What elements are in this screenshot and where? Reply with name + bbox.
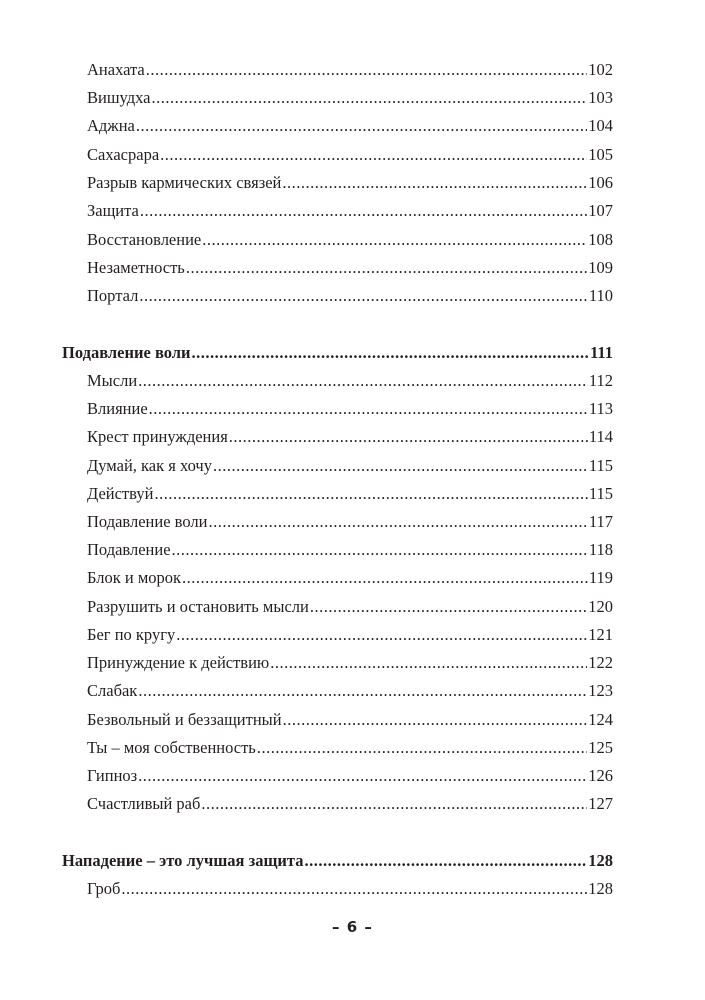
toc-entry-page: 109 — [588, 258, 613, 277]
toc-entry-page: 112 — [588, 371, 613, 390]
dot-leader — [154, 484, 587, 504]
dot-leader — [138, 371, 588, 391]
toc-entry — [87, 60, 613, 80]
toc-entry-title: Думай, как я хочу — [87, 456, 212, 475]
toc-entry — [87, 230, 613, 250]
toc-entry — [87, 116, 613, 136]
toc-entry-page: 125 — [588, 738, 613, 757]
toc-entry — [87, 286, 613, 306]
toc-entry-page: 128 — [588, 879, 613, 898]
dot-leader — [208, 512, 587, 532]
toc-entry-title: Аджна — [87, 116, 135, 135]
toc-chapter-page: 128 — [588, 851, 613, 870]
toc-entry — [87, 484, 613, 504]
dot-leader — [282, 173, 587, 193]
dot-leader — [202, 230, 587, 250]
toc-entry-page: 102 — [588, 60, 613, 79]
toc-entry-page: 105 — [588, 145, 613, 164]
dot-leader — [304, 851, 587, 871]
dot-leader — [213, 456, 588, 476]
toc-entry — [87, 540, 613, 560]
toc-entry-page: 106 — [588, 173, 613, 192]
toc-entry-title: Безвольный и беззащитный — [87, 710, 282, 729]
toc-chapter — [62, 851, 613, 871]
toc-entry-page: 110 — [588, 286, 613, 305]
dot-leader — [138, 766, 587, 786]
toc-entry-page: 118 — [588, 540, 613, 559]
toc-chapter-page: 111 — [590, 343, 613, 362]
toc-entry-title: Портал — [87, 286, 139, 305]
dot-leader — [136, 116, 587, 136]
dot-leader — [310, 597, 587, 617]
toc-entry-page: 123 — [588, 681, 613, 700]
toc-entry-page: 103 — [588, 88, 613, 107]
toc-entry — [87, 568, 613, 588]
toc-entry — [87, 201, 613, 221]
toc-entry-title: Крест принуждения — [87, 427, 228, 446]
toc-entry-title: Бег по кругу — [87, 625, 176, 644]
toc-entry — [87, 173, 613, 193]
toc-entry-page: 108 — [588, 230, 613, 249]
dot-leader — [176, 625, 587, 645]
toc-entry-title: Разрушить и остановить мысли — [87, 597, 309, 616]
dot-leader — [192, 343, 590, 363]
toc-entry-page: 127 — [588, 794, 613, 813]
toc-entry — [87, 653, 613, 673]
toc-entry-page: 117 — [588, 512, 613, 531]
toc-entry-title: Действуй — [87, 484, 154, 503]
toc-entry — [87, 258, 613, 278]
dot-leader — [146, 60, 588, 80]
dot-leader — [149, 399, 588, 419]
dot-leader — [257, 738, 587, 758]
dot-leader — [138, 681, 587, 701]
dot-leader — [270, 653, 587, 673]
dot-leader — [229, 427, 588, 447]
toc-chapter-title: Подавление воли — [62, 343, 191, 362]
toc-entry-page: 122 — [588, 653, 613, 672]
toc-entry-title: Анахата — [87, 60, 145, 79]
toc-entry — [87, 681, 613, 701]
toc-entry — [87, 794, 613, 814]
toc-entry — [87, 597, 613, 617]
toc-entry-page: 115 — [588, 456, 613, 475]
dot-leader — [152, 88, 588, 108]
toc-entry-title: Гипноз — [87, 766, 138, 785]
toc-entry — [87, 456, 613, 476]
toc-entry-title: Блок и морок — [87, 568, 182, 587]
page-number: – 6 – — [332, 918, 373, 936]
toc-entry — [87, 399, 613, 419]
toc-entry-page: 107 — [588, 201, 613, 220]
toc-entry-page: 124 — [588, 710, 613, 729]
toc-entry — [87, 625, 613, 645]
toc-entry-title: Счастливый раб — [87, 794, 201, 813]
toc-entry — [87, 427, 613, 447]
toc-entry-page: 113 — [588, 399, 613, 418]
toc-entry-title: Подавление — [87, 540, 171, 559]
toc-chapter — [62, 343, 613, 363]
toc-entry-title: Ты – моя собственность — [87, 738, 256, 757]
toc-entry-page: 104 — [588, 116, 613, 135]
toc-entry — [87, 710, 613, 730]
toc-entry-title: Разрыв кармических связей — [87, 173, 282, 192]
toc-entry-title: Подавление воли — [87, 512, 208, 531]
dot-leader — [283, 710, 588, 730]
dot-leader — [139, 286, 588, 306]
toc-entry-title: Защита — [87, 201, 139, 220]
toc-entry — [87, 766, 613, 786]
toc-entry-title: Вишудха — [87, 88, 151, 107]
toc-entry — [87, 371, 613, 391]
dot-leader — [201, 794, 587, 814]
dot-leader — [160, 145, 587, 165]
toc-entry-page: 126 — [588, 766, 613, 785]
toc-entry — [87, 512, 613, 532]
toc-entry-title: Незаметность — [87, 258, 185, 277]
dot-leader — [172, 540, 588, 560]
toc-entry — [87, 88, 613, 108]
toc-entry-title: Восстановление — [87, 230, 202, 249]
toc-entry-title: Принуждение к действию — [87, 653, 270, 672]
toc-entry-page: 115 — [588, 484, 613, 503]
toc-entry — [87, 738, 613, 758]
toc-entry-page: 114 — [588, 427, 613, 446]
toc-entry-page: 120 — [588, 597, 613, 616]
toc-entry-title: Сахасрара — [87, 145, 160, 164]
toc-entry-page: 121 — [588, 625, 613, 644]
toc-entry-title: Мысли — [87, 371, 138, 390]
toc-entry — [87, 145, 613, 165]
toc-entry-title: Слабак — [87, 681, 138, 700]
dot-leader — [140, 201, 587, 221]
toc-entry-page: 119 — [588, 568, 613, 587]
dot-leader — [182, 568, 588, 588]
toc-entry-title: Гроб — [87, 879, 121, 898]
toc-entry-title: Влияние — [87, 399, 148, 418]
toc-chapter-title: Нападение – это лучшая защита — [62, 851, 304, 870]
toc-entry — [87, 879, 613, 899]
dot-leader — [121, 879, 587, 899]
dot-leader — [186, 258, 587, 278]
